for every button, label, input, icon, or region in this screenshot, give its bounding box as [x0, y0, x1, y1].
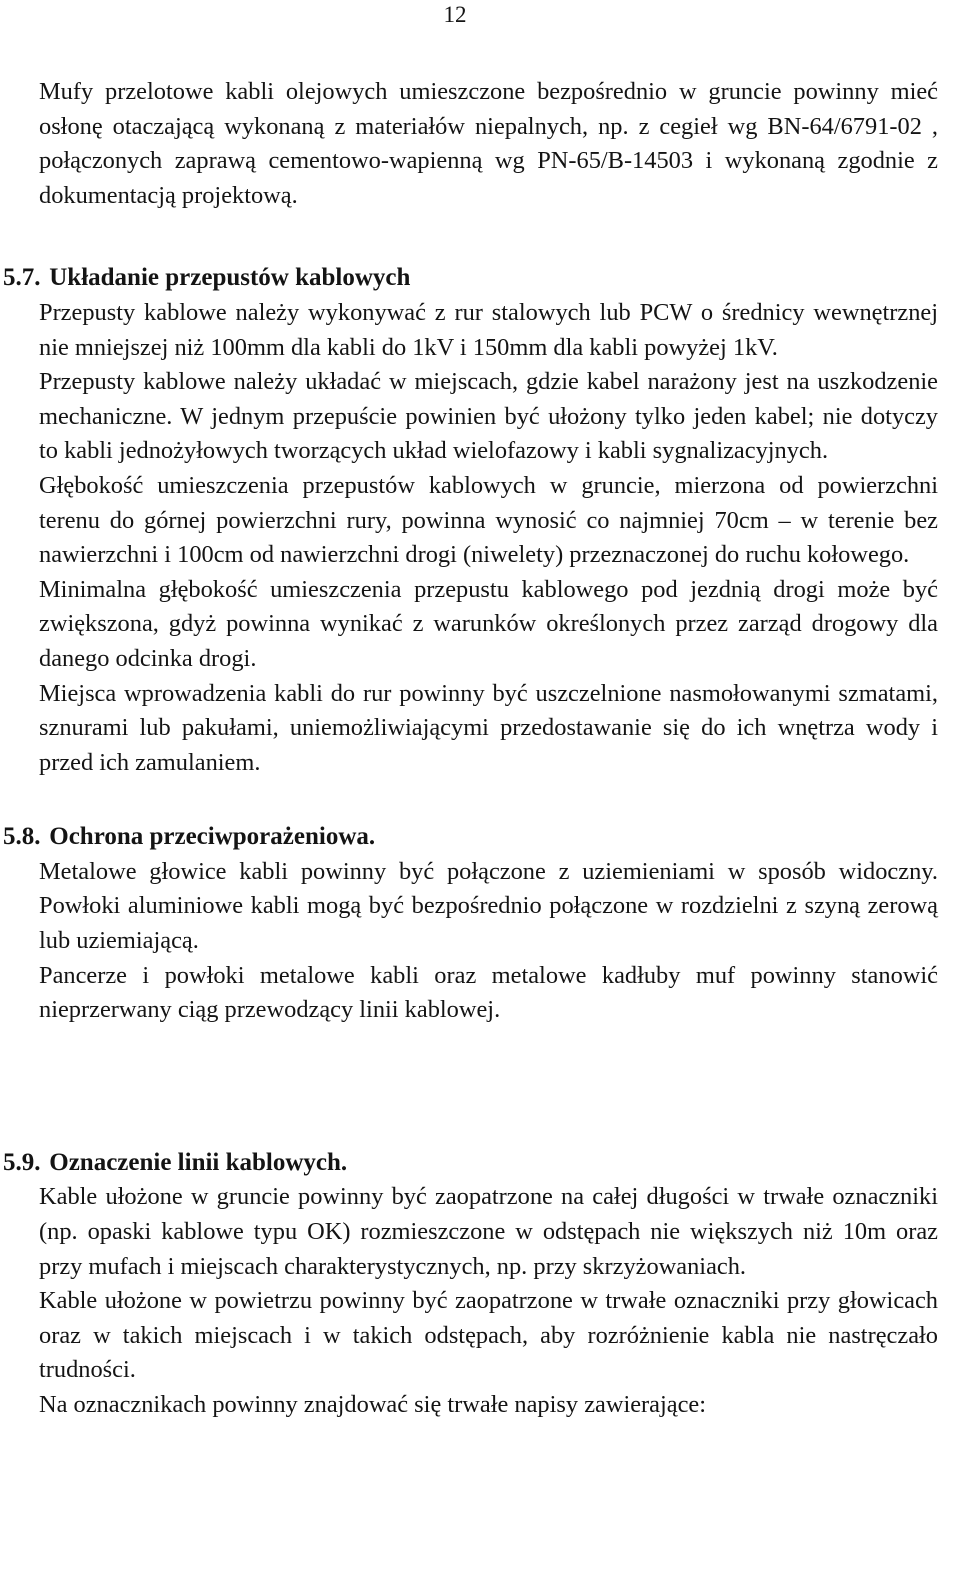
section-heading — [3, 261, 938, 296]
section-title: Ochrona przeciwporażeniowa. — [49, 823, 376, 851]
section-paragraph: Przepusty kablowe należy wykonywać z rur stalowych lub PCW o średnicy wewnętrznej nie mniejszej niż 100mm dla kabli do 1kV i 150mm dla kabli powyżej 1kV. — [39, 298, 938, 361]
section-5-8 — [3, 820, 938, 1028]
spacer — [39, 213, 938, 261]
section-heading — [3, 1146, 938, 1181]
section-paragraph: Kable ułożone w gruncie powinny być zaopatrzone na całej długości w trwałe oznaczniki (np. opaski kablowe typu OK) rozmieszczone w odstępach nie większych niż 10m oraz przy mufach i miejscach charakterystycznych, np. przy skrzyżowaniach. — [39, 1183, 938, 1280]
section-paragraph: Na oznacznikach powinny znajdować się trwałe napisy zawierające: — [39, 1391, 707, 1418]
section-paragraph: Kable ułożone w powietrzu powinny być zaopatrzone w trwałe oznaczniki przy głowicach oraz w takich miejscach i w takich odstępach, aby rozróżnienie kabla nie nastręczało trudności. — [39, 1287, 938, 1384]
section-paragraph: Pancerze i powłoki metalowe kabli oraz metalowe kadłuby muf powinny stanowić nieprzerwany ciąg przewodzący linii kablowej. — [39, 961, 938, 1024]
section-paragraph: Przepusty kablowe należy układać w miejscach, gdzie kabel narażony jest na uszkodzenie mechaniczne. W jednym przepuście powinien być ułożony tylko jeden kabel; nie dotyczy to kabli jednożyłowych tworzących układ wielofazowy i kabli sygnalizacyjnych. — [39, 368, 938, 465]
spacer — [39, 780, 938, 820]
section-paragraph: Minimalna głębokość umieszczenia przepustu kablowego pod jezdnią drogi może być zwiększona, gdyż powinna wynikać z warunków określonych przez zarząd drogowy dla danego odcinka drogi. — [39, 575, 938, 672]
page-number: 12 — [443, 2, 467, 27]
section-number: 5.9. — [3, 1148, 41, 1176]
section-5-7 — [3, 261, 938, 780]
section-number: 5.7. — [3, 264, 41, 292]
section-paragraph: Głębokość umieszczenia przepustów kablowych w gruncie, mierzona od powierzchni terenu do górnej powierzchni rury, powinna wynosić co najmniej 70cm – w terenie bez nawierzchni i 100cm od nawierzchni drogi (niwelety) przeznaczonej do ruchu kołowego. — [39, 471, 938, 569]
intro-paragraph: Mufy przelotowe kabli olejowych umieszczone bezpośrednio w gruncie powinny mieć osłonę otaczającą wykonaną z materiałów niepalnych, np. z cegieł wg BN-64/6791-02 , połączonych zaprawą cementowo-wapienną wg PN-65/B-14503 i wykonaną zgodnie z dokumentacją projektową. — [39, 78, 938, 209]
section-number: 5.8. — [3, 823, 41, 851]
section-paragraph: Miejsca wprowadzenia kabli do rur powinny być uszczelnione nasmołowanymi szmatami, sznurami lub pakułami, uniemożliwiającymi przedostawanie się do ich wnętrza wody i przed ich zamulaniem. — [39, 679, 938, 776]
section-paragraph: Metalowe głowice kabli powinny być połączone z uziemieniami w sposób widoczny. Powłoki aluminiowe kabli mogą być bezpośrednio połączone w rozdzielni z szyną zerową lub uziemiającą. — [39, 857, 938, 955]
section-5-9 — [3, 1146, 938, 1423]
spacer — [39, 1028, 938, 1146]
document-body — [3, 75, 938, 1423]
section-title: Oznaczenie linii kablowych. — [49, 1148, 348, 1176]
section-heading — [3, 820, 938, 855]
section-title: Układanie przepustów kablowych — [49, 264, 411, 292]
